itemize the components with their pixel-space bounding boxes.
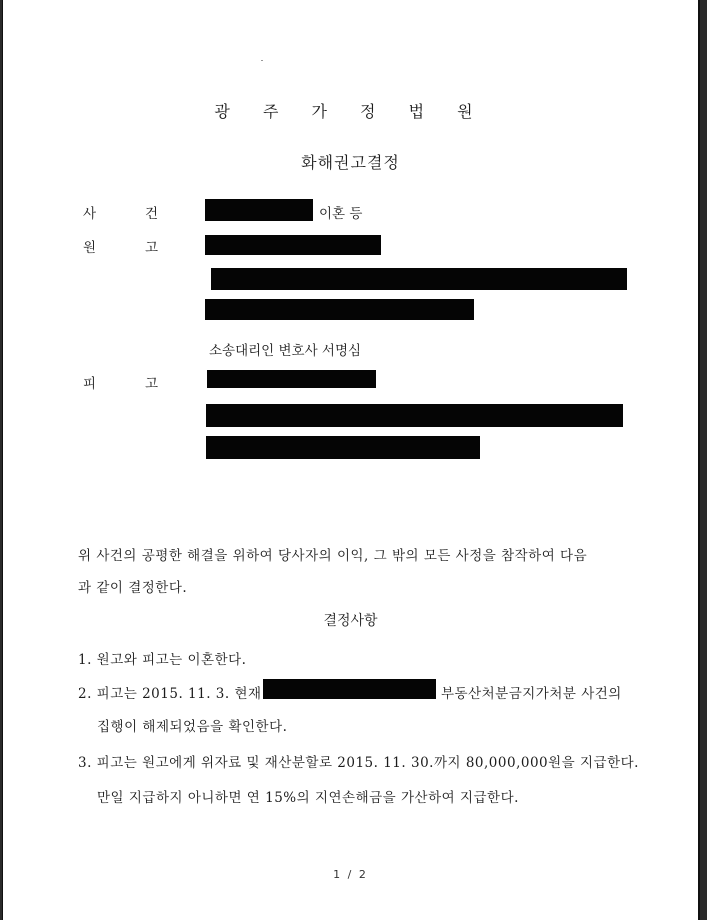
plaintiff-label bbox=[83, 236, 183, 254]
redacted-defendant-address-2 bbox=[206, 436, 480, 459]
item-2-prefix: 2. 피고는 2015. 11. 3. 현재 bbox=[78, 686, 262, 702]
item-2-suffix: 부동산처분금지가처분 사건의 bbox=[441, 686, 622, 702]
case-label bbox=[83, 202, 183, 220]
page-number: 1 / 2 bbox=[333, 868, 368, 881]
item-1: 1. 원고와 피고는 이혼한다. bbox=[78, 652, 247, 668]
redacted-defendant-address-1 bbox=[206, 404, 623, 427]
section-title: 결정사항 bbox=[323, 613, 378, 629]
document-title: 화해권고결정 bbox=[301, 153, 400, 172]
court-name: 광 주 가 정 법 원 bbox=[214, 102, 487, 121]
case-label-char-2: 건 bbox=[145, 206, 159, 222]
redacted-plaintiff-name bbox=[205, 235, 381, 255]
redacted-case-number bbox=[205, 199, 313, 221]
scan-speck bbox=[261, 60, 263, 61]
defendant-label-char-2: 고 bbox=[145, 376, 159, 392]
case-type: 이혼 등 bbox=[319, 206, 363, 222]
defendant-label-char-1: 피 bbox=[83, 376, 97, 392]
intro-line-1: 위 사건의 공평한 해결을 위하여 당사자의 이익, 그 밖의 모든 사정을 참작하여 다음 bbox=[78, 548, 588, 564]
item-3-line-1: 3. 피고는 원고에게 위자료 및 재산분할로 2015. 11. 30.까지 80,000,000원을 지급한다. bbox=[78, 755, 639, 771]
redacted-case-reference bbox=[263, 679, 436, 699]
redacted-plaintiff-address-2 bbox=[205, 299, 474, 320]
document-page bbox=[2, 0, 700, 920]
item-3-line-2: 만일 지급하지 아니하면 연 15%의 지연손해금을 가산하여 지급한다. bbox=[97, 790, 519, 806]
intro-line-2: 과 같이 결정한다. bbox=[78, 580, 188, 596]
case-label-char-1: 사 bbox=[83, 206, 97, 222]
plaintiff-label-char-1: 원 bbox=[83, 240, 97, 256]
defendant-label bbox=[83, 372, 183, 390]
plaintiff-label-char-2: 고 bbox=[145, 240, 159, 256]
redacted-plaintiff-address-1 bbox=[211, 268, 627, 290]
plaintiff-counsel: 소송대리인 변호사 서명심 bbox=[209, 343, 362, 359]
item-2-line-2: 집행이 해제되었음을 확인한다. bbox=[97, 719, 288, 735]
redacted-defendant-name bbox=[207, 370, 376, 388]
